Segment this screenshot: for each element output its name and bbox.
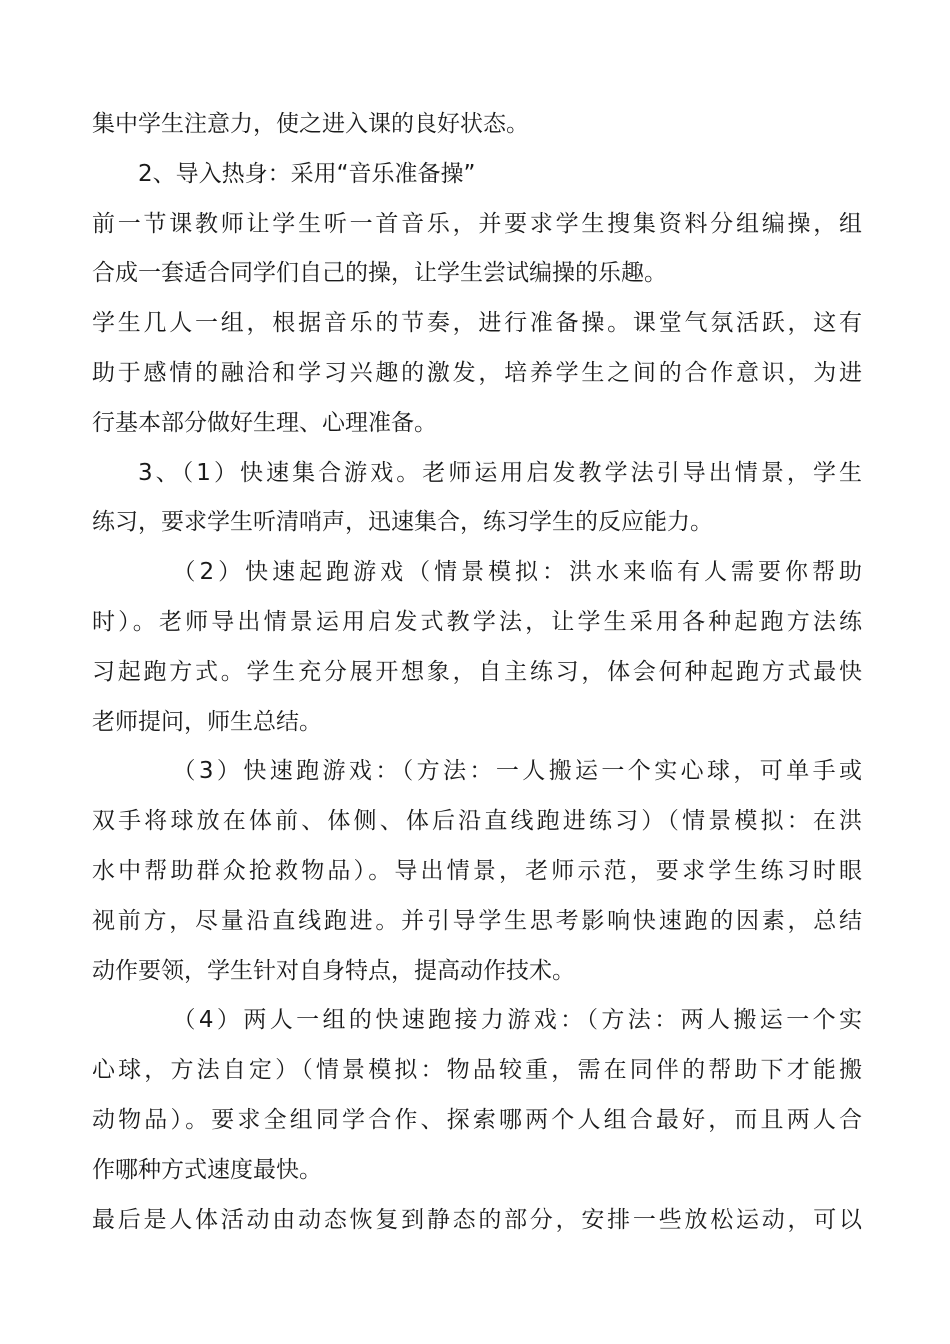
text-line: 视前方，尽量沿直线跑进。并引导学生思考影响快速跑的因素，总结 [92, 907, 862, 934]
text-line: 习起跑方式。学生充分展开想象，自主练习，体会何种起跑方式最快 [92, 658, 862, 685]
text-line: 时）。老师导出情景运用启发式教学法，让学生采用各种起跑方法练 [92, 608, 862, 635]
text-line: 3、（1）快速集合游戏。老师运用启发教学法引导出情景，学生 [138, 459, 862, 486]
text-line: 水中帮助群众抢救物品）。导出情景，老师示范，要求学生练习时眼 [92, 857, 862, 884]
text-line: 动作要领，学生针对自身特点，提高动作技术。 [92, 957, 575, 984]
text-line: 前一节课教师让学生听一首音乐，并要求学生搜集资料分组编操，组 [92, 210, 862, 237]
text-line: 集中学生注意力，使之进入课的良好状态。 [92, 111, 529, 137]
text-line: 行基本部分做好生理、心理准备。 [92, 409, 437, 436]
text-line: （4）两人一组的快速跑接力游戏：（方法：两人搬运一个实 [172, 1007, 862, 1034]
text-line: 合成一套适合同学们自己的操，让学生尝试编操的乐趣。 [92, 260, 667, 287]
text-line: 最后是人体活动由动态恢复到静态的部分，安排一些放松运动，可以 [92, 1206, 862, 1233]
document-body [92, 100, 862, 1245]
text-line: 2、导入热身：采用“音乐准备操” [138, 160, 476, 187]
text-line: 动物品）。要求全组同学合作、探索哪两个人组合最好，而且两人合 [92, 1106, 862, 1133]
text-line: 心球，方法自定）（情景模拟：物品较重，需在同伴的帮助下才能搬 [92, 1057, 862, 1084]
text-line: 练习，要求学生听清哨声，迅速集合，练习学生的反应能力。 [92, 509, 713, 536]
text-line: 助于感情的融洽和学习兴趣的激发，培养学生之间的合作意识，为进 [92, 359, 862, 386]
text-line: （3）快速跑游戏：（方法：一人搬运一个实心球，可单手或 [172, 758, 862, 785]
text-line: 学生几人一组，根据音乐的节奏，进行准备操。课堂气氛活跃，这有 [92, 310, 862, 337]
text-line: 老师提问，师生总结。 [92, 708, 322, 735]
text-line: 双手将球放在体前、体侧、体后沿直线跑进练习）（情景模拟：在洪 [92, 808, 862, 835]
text-line: 作哪种方式速度最快。 [92, 1156, 322, 1183]
text-line: （2）快速起跑游戏（情景模拟：洪水来临有人需要你帮助 [172, 559, 862, 586]
